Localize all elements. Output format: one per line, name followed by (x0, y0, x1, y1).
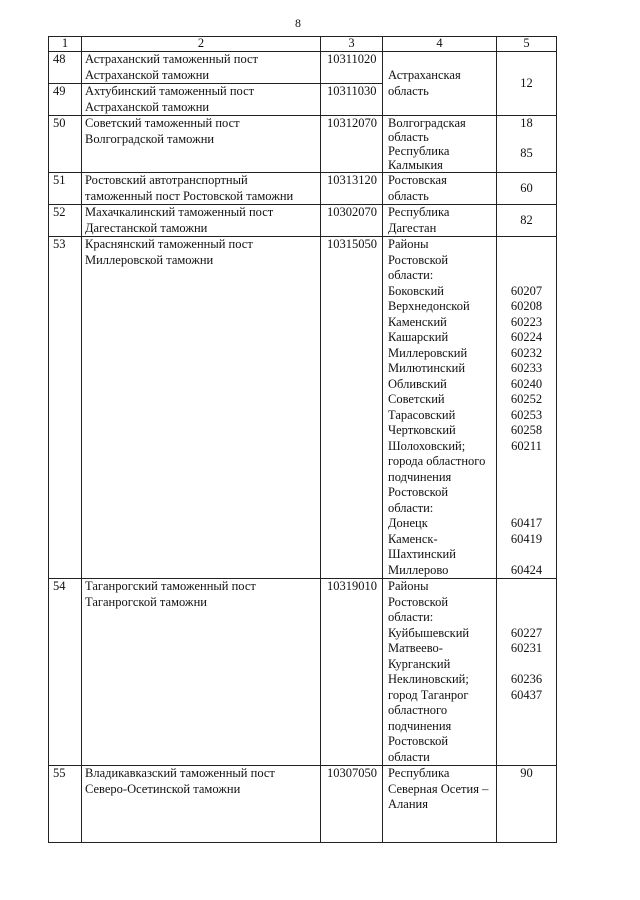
region-code (497, 237, 557, 579)
table-row (49, 173, 557, 205)
post-name-line: Волгоградской таможни (85, 131, 215, 146)
region-line: Районы (388, 237, 429, 251)
post-code: 10311030 (321, 84, 383, 116)
region-line: Милютинский (388, 361, 466, 375)
region-line: Ростовской (388, 734, 449, 748)
post-name (82, 579, 321, 766)
post-name-line: Краснянский таможенный пост (85, 237, 253, 251)
region-code-line: 60253 (510, 407, 543, 422)
post-name-line: Ростовский автотранспортный (85, 173, 248, 187)
table-row (49, 52, 557, 84)
region-line: Ростовской (388, 594, 449, 609)
region-code (497, 116, 557, 173)
region-code-line: 60231 (510, 641, 543, 655)
region-line: Дагестан (388, 220, 437, 235)
region-code (497, 579, 557, 766)
region-line: Куйбышевский (388, 625, 470, 640)
region-line: Ростовской (388, 252, 449, 267)
post-name (82, 173, 321, 205)
post-code: 10312070 (321, 116, 383, 173)
region-line: Верхнедонской (388, 299, 470, 313)
region-cell (383, 205, 497, 237)
region-line: Северная Осетия – (388, 781, 489, 796)
region-code-line: 60240 (510, 376, 543, 391)
region-line: области: (388, 500, 434, 515)
region-code-line: 60252 (510, 392, 543, 406)
region-code-line (500, 595, 553, 611)
region-code-line: 60227 (510, 625, 543, 640)
region-line: Калмыкия (388, 158, 443, 172)
region-code-line: 60419 (510, 531, 543, 546)
post-name-line: Астраханской таможни (85, 67, 210, 82)
post-name-line: Ахтубинский таможенный пост (85, 84, 255, 98)
region-line: Астраханская (388, 68, 461, 82)
region-line: области (388, 749, 430, 764)
region-code-line (500, 610, 553, 626)
post-name-line: таможенный пост Ростовской таможни (85, 188, 294, 203)
region-code-line (500, 237, 553, 253)
region-code-line (500, 253, 553, 269)
region-code-line: 18 (520, 116, 533, 130)
region-line: Боковский (388, 283, 444, 298)
post-code: 10319010 (321, 579, 383, 766)
region-line: Неклиновский; (388, 672, 469, 686)
region-code-line: 60236 (510, 672, 543, 686)
region-code-line (500, 579, 553, 595)
post-name-line: Астраханской таможни (85, 99, 210, 114)
region-code-line (500, 719, 553, 735)
region-code-line: 60437 (510, 687, 543, 702)
row-number: 49 (49, 84, 82, 116)
region-code-line (500, 470, 553, 486)
region-code-line: 60258 (510, 423, 543, 437)
region-code: 82 (497, 205, 557, 237)
post-name-line: Дагестанской таможни (85, 220, 208, 235)
region-cell (383, 116, 497, 173)
header-col-5: 5 (497, 37, 557, 52)
row-number: 54 (49, 579, 82, 766)
region-line: области: (388, 610, 434, 624)
header-col-2: 2 (82, 37, 321, 52)
post-name-line: Таганрогский таможенный пост (85, 579, 256, 593)
region-code-line: 60224 (510, 330, 543, 344)
region-code-line (500, 657, 553, 673)
region-code-line (500, 501, 553, 517)
region-cell (383, 173, 497, 205)
row-number: 52 (49, 205, 82, 237)
region-line: Ростовская (388, 173, 447, 187)
region-line: Тарасовский (388, 407, 456, 422)
region-code-line (500, 268, 553, 284)
header-col-1: 1 (49, 37, 82, 52)
post-code: 10311020 (321, 52, 383, 84)
page-number: 8 (295, 16, 301, 30)
post-name (82, 205, 321, 237)
region-code-line: 60207 (510, 283, 543, 298)
post-name-line: Махачкалинский таможенный пост (85, 205, 274, 219)
region-line: Кашарский (388, 330, 449, 344)
region-code-line (500, 734, 553, 750)
region-code-line (500, 547, 553, 563)
region-code-line: 60208 (510, 299, 543, 313)
post-name (82, 52, 321, 84)
post-name-line: Миллеровской таможни (85, 252, 214, 267)
post-name (82, 766, 321, 843)
post-name-line: Северо-Осетинской таможни (85, 781, 241, 796)
region-code-line (500, 703, 553, 719)
post-name-line: Советский таможенный пост (85, 116, 240, 130)
header-row (49, 37, 557, 52)
region-code-line: 60211 (511, 438, 542, 453)
region-line: города областного (388, 454, 486, 468)
table-row (49, 116, 557, 173)
region-code-line (500, 454, 553, 470)
region-line: область (388, 188, 429, 203)
region-cell (383, 52, 497, 116)
row-number: 51 (49, 173, 82, 205)
region-code-line: 60424 (510, 562, 543, 577)
region-line: Шахтинский (388, 547, 456, 561)
region-code-line: 60417 (510, 516, 543, 530)
header-col-4: 4 (383, 37, 497, 52)
region-line: области: (388, 268, 434, 282)
region-line: Миллерово (388, 562, 449, 577)
row-number: 48 (49, 52, 82, 84)
region-line: Ростовской (388, 485, 449, 499)
post-name-line: Астраханский таможенный пост (85, 52, 259, 66)
region-line: Советский (388, 392, 445, 406)
region-cell (383, 237, 497, 579)
region-line: Республика (388, 766, 450, 780)
region-code-line (500, 485, 553, 501)
post-code: 10307050 (321, 766, 383, 843)
post-name (82, 237, 321, 579)
table-row (49, 205, 557, 237)
row-number: 50 (49, 116, 82, 173)
region-line: Обливский (388, 376, 447, 391)
region-code-line: 85 (520, 145, 533, 160)
region-line: Районы (388, 579, 429, 593)
region-line: область (388, 83, 429, 98)
region-line: Матвеево- (388, 641, 443, 655)
header-col-3: 3 (321, 37, 383, 52)
region-line: Республика (388, 144, 450, 158)
region-cell (383, 579, 497, 766)
region-line: Шолоховский; (388, 438, 466, 453)
customs-posts-table (48, 36, 557, 843)
post-name (82, 84, 321, 116)
post-name-line: Таганрогской таможни (85, 594, 207, 609)
row-number: 55 (49, 766, 82, 843)
table-row (49, 579, 557, 766)
region-line: Волгоградская (388, 116, 466, 130)
region-line: Каменский (388, 314, 447, 329)
region-line: Донецк (388, 516, 428, 530)
post-code: 10313120 (321, 173, 383, 205)
region-line: Алания (388, 797, 428, 811)
region-code: 90 (497, 766, 557, 843)
region-line: Республика (388, 205, 450, 219)
region-code: 12 (497, 52, 557, 116)
row-number: 53 (49, 237, 82, 579)
region-code-line (500, 750, 553, 766)
table-row (49, 766, 557, 843)
region-cell (383, 766, 497, 843)
region-code-line: 60232 (510, 345, 543, 360)
table-row (49, 237, 557, 579)
region-line: город Таганрог (388, 687, 469, 702)
post-name (82, 116, 321, 173)
post-code: 10302070 (321, 205, 383, 237)
post-code: 10315050 (321, 237, 383, 579)
region-code-line: 60233 (510, 361, 543, 375)
region-line: Курганский (388, 656, 451, 671)
region-code-line: 60223 (510, 314, 543, 329)
region-line: Чертковский (388, 423, 456, 437)
region-line: Миллеровский (388, 345, 468, 360)
region-line: Каменск- (388, 531, 438, 546)
post-name-line: Владикавказский таможенный пост (85, 766, 275, 780)
region-code: 60 (497, 173, 557, 205)
region-line: подчинения (388, 469, 452, 484)
region-line: область (388, 130, 429, 144)
region-line: областного (388, 703, 448, 717)
region-line: подчинения (388, 718, 452, 733)
